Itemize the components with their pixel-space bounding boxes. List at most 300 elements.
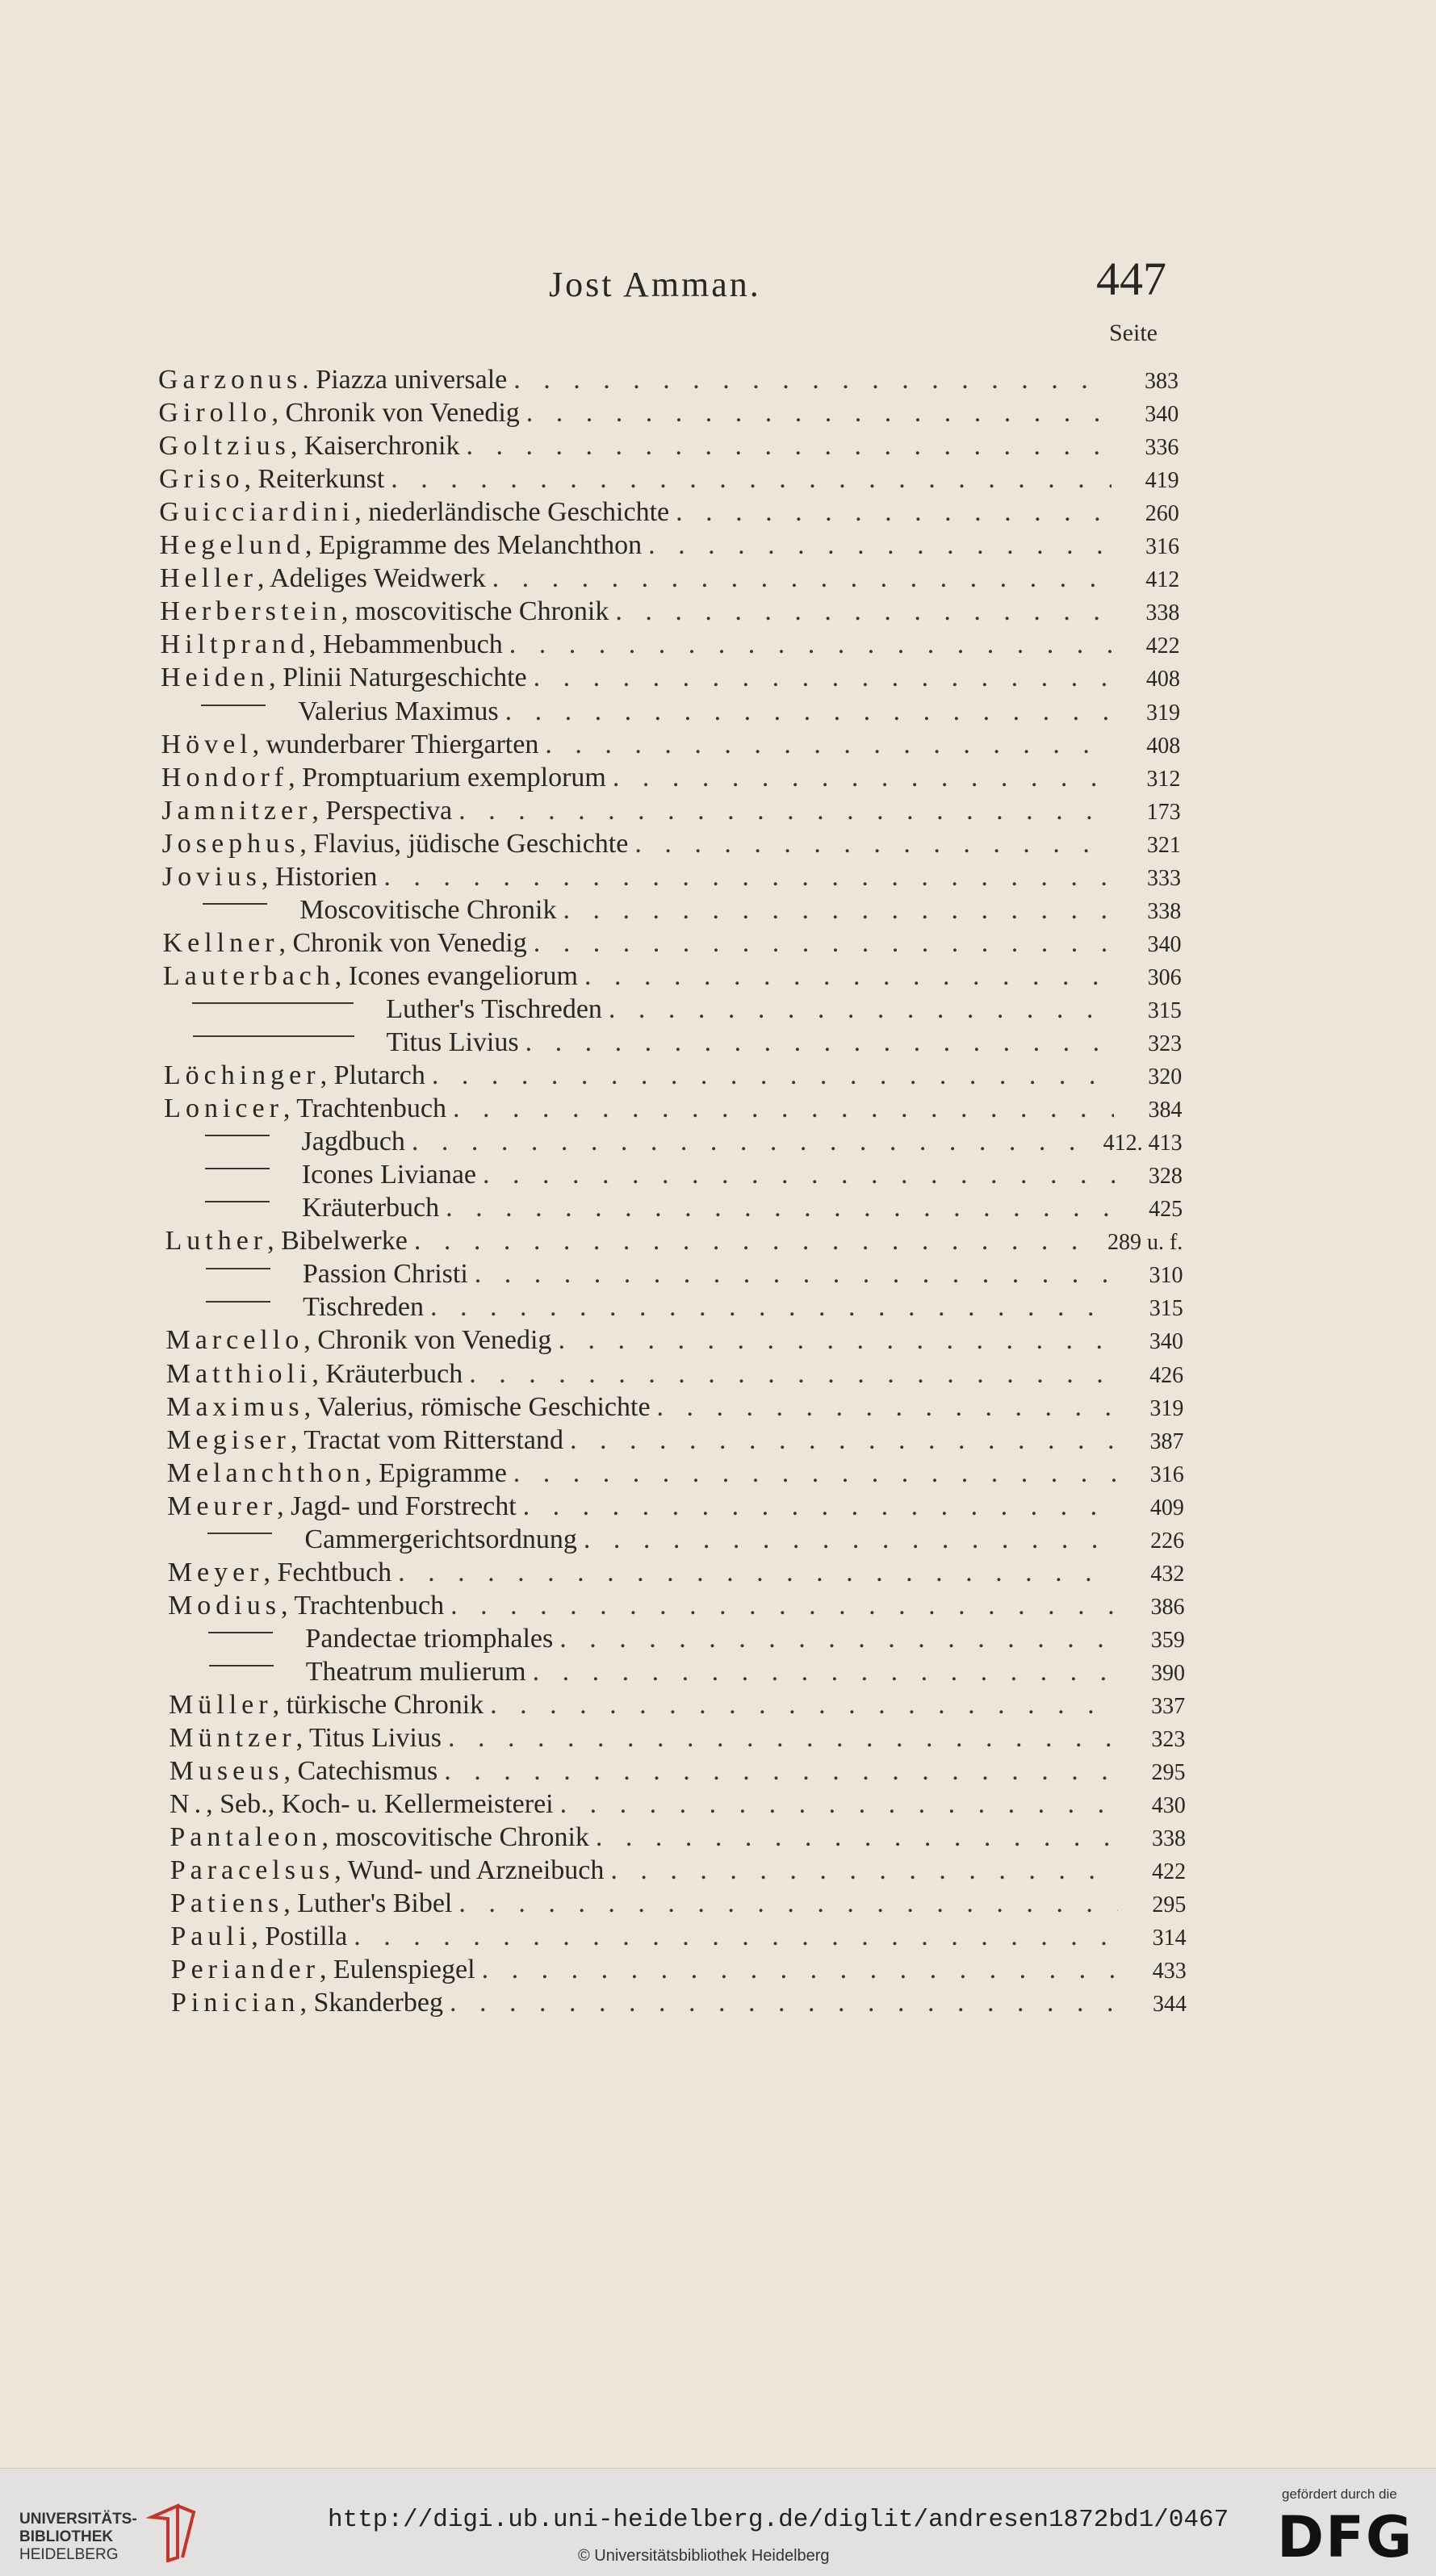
- index-entry: [170, 1756, 1186, 1790]
- author-name: Hövel: [161, 729, 253, 759]
- work-title: Luther's Tischreden: [386, 993, 602, 1024]
- leader-dots: [545, 730, 1112, 760]
- entry-page-number: 295: [1151, 1760, 1186, 1786]
- author-name: Hegelund: [159, 530, 305, 561]
- entry-page-number: 340: [1149, 1329, 1183, 1355]
- author-name: Garzonus: [158, 365, 303, 395]
- entry-page-number: 408: [1145, 667, 1180, 692]
- running-title: Jost Amman.: [549, 265, 761, 304]
- work-title: , Kaiserchronik: [290, 431, 460, 462]
- leader-dots: [657, 1392, 1116, 1423]
- leader-dots: [525, 1027, 1114, 1058]
- entry-label: [169, 1657, 526, 1687]
- entry-page-number: 340: [1145, 402, 1179, 428]
- author-name: Müller: [169, 1690, 273, 1720]
- index-entry: [165, 1127, 1183, 1160]
- entry-page-number: 320: [1148, 1064, 1183, 1090]
- author-name: Marcello: [165, 1325, 304, 1356]
- index-entry: [162, 862, 1181, 896]
- entry-page-number: 340: [1147, 931, 1182, 957]
- author-name: Pauli: [170, 1922, 252, 1952]
- work-title: , wunderbarer Thiergarten: [252, 729, 539, 759]
- work-title: , Tractat vom Ritterstand: [290, 1424, 563, 1455]
- leader-dots: [430, 1292, 1116, 1323]
- work-title: , Trachtenbuch: [281, 1590, 445, 1620]
- entry-page-number: 412. 413: [1103, 1131, 1183, 1156]
- dfg-logo: DFG: [1277, 2504, 1414, 2570]
- work-title: , moscovitische Chronik: [341, 596, 609, 627]
- ditto-dash: [205, 1168, 270, 1169]
- leader-dots: [412, 1127, 1097, 1157]
- entry-page-number: 432: [1150, 1561, 1185, 1587]
- leader-dots: [559, 1624, 1117, 1654]
- entry-label: [167, 1491, 517, 1522]
- work-title: . Piazza universale: [302, 365, 508, 395]
- leader-dots: [505, 696, 1112, 727]
- leader-dots: [492, 563, 1112, 594]
- work-title: , moscovitische Chronik: [321, 1822, 589, 1853]
- work-title: , Chronik von Venedig: [278, 927, 527, 958]
- work-title: , Chronik von Venedig: [271, 398, 520, 429]
- ditto-dash: [207, 1533, 272, 1534]
- work-title: , Catechismus: [283, 1756, 438, 1787]
- index-entry: [161, 696, 1180, 730]
- index-entry: [166, 1425, 1183, 1459]
- page-number: 447: [1096, 253, 1166, 305]
- entry-label: [159, 464, 384, 495]
- entry-page-number: 321: [1146, 832, 1181, 858]
- funded-by-text: gefördert durch die: [1282, 2486, 1397, 2502]
- author-name: Jovius: [161, 861, 262, 892]
- leader-dots: [469, 1359, 1116, 1390]
- work-title: , Promptuarium exemplorum: [288, 762, 606, 792]
- leader-dots: [534, 663, 1112, 693]
- author-name: Periander: [170, 1955, 320, 1985]
- entry-label: [165, 1127, 405, 1157]
- index-entry: [170, 1822, 1186, 1856]
- ditto-dash: [193, 1035, 354, 1037]
- author-name: Maximus: [166, 1391, 304, 1422]
- work-title: , Luther's Bibel: [283, 1888, 453, 1919]
- index-entry: [162, 895, 1181, 929]
- entry-page-number: 359: [1150, 1627, 1185, 1653]
- index-entry: [165, 1193, 1183, 1227]
- leader-dots: [584, 1524, 1116, 1555]
- entry-page-number: 422: [1145, 634, 1180, 659]
- entry-page-number: 323: [1151, 1727, 1186, 1753]
- author-name: Löchinger: [163, 1060, 320, 1091]
- work-title: , Icones evangeliorum: [334, 960, 578, 991]
- entry-label: [165, 1325, 551, 1356]
- index-entry: [167, 1524, 1184, 1558]
- entry-label: [168, 1624, 553, 1654]
- work-title: , Perspectiva: [312, 795, 453, 826]
- library-line-2: BIBLIOTHEK: [19, 2528, 114, 2545]
- leader-dots: [613, 763, 1113, 793]
- entry-label: [170, 1789, 554, 1820]
- entry-page-number: 409: [1149, 1495, 1184, 1520]
- entry-page-number: 419: [1145, 468, 1179, 494]
- ditto-dash: [205, 1201, 270, 1202]
- index-entry: [170, 1888, 1186, 1922]
- index-entry: [165, 1160, 1183, 1194]
- entry-page-number: 289 u. f.: [1107, 1230, 1183, 1256]
- entry-label: [162, 862, 377, 893]
- leader-dots: [523, 1491, 1116, 1522]
- entry-label: [166, 1425, 563, 1456]
- entry-label: [160, 530, 643, 561]
- author-name: Luther: [165, 1226, 268, 1257]
- ditto-dash: [206, 1301, 270, 1303]
- work-title: , Epigramme des Melanchthon: [304, 530, 643, 561]
- leader-dots: [398, 1558, 1116, 1588]
- work-title: Theatrum mulierum: [305, 1656, 526, 1687]
- author-name: Hiltprand: [160, 629, 309, 660]
- index-entry: [165, 1292, 1183, 1326]
- leader-dots: [482, 1955, 1119, 1985]
- author-name: Modius: [168, 1590, 281, 1620]
- index-entry: [161, 629, 1180, 663]
- entry-label: [164, 1060, 425, 1091]
- index-entry: [164, 1060, 1182, 1094]
- work-title: , niederländische Geschichte: [354, 497, 670, 528]
- author-name: Heiden: [160, 663, 270, 693]
- author-name: Matthioli: [165, 1358, 312, 1389]
- author-name: Megiser: [166, 1424, 291, 1455]
- author-name: Jamnitzer: [161, 795, 312, 826]
- work-title: Valerius Maximus: [298, 696, 499, 726]
- entry-label: [170, 1922, 347, 1952]
- index-entry: [159, 431, 1179, 465]
- ditto-dash: [208, 1632, 273, 1633]
- leader-dots: [676, 497, 1112, 528]
- author-name: Heller: [159, 563, 257, 594]
- author-name: Meurer: [167, 1491, 278, 1521]
- index-entry: [165, 1325, 1183, 1359]
- entry-label: [161, 696, 498, 727]
- entry-label: [167, 1458, 507, 1489]
- leader-dots: [513, 365, 1111, 395]
- author-name: Josephus: [161, 828, 300, 859]
- work-title: , Jagd- und Forstrecht: [277, 1491, 517, 1521]
- work-title: , Seb., Koch- u. Kellermeisterei: [206, 1789, 554, 1820]
- work-title: , Valerius, römische Geschichte: [304, 1391, 651, 1422]
- author-name: Goltzius: [158, 431, 291, 462]
- index-entry: [170, 1789, 1186, 1823]
- entry-label: [170, 1822, 589, 1853]
- entry-label: [169, 1723, 442, 1754]
- index-entry: [167, 1491, 1184, 1525]
- work-title: , Kräuterbuch: [312, 1358, 463, 1389]
- index-entry: [168, 1591, 1184, 1625]
- entry-label: [170, 1756, 438, 1787]
- index-entry: [162, 829, 1181, 863]
- library-mark-icon: [145, 2501, 200, 2562]
- index-entry: [163, 961, 1182, 995]
- entry-page-number: 319: [1149, 1395, 1184, 1421]
- entry-label: [161, 796, 452, 826]
- leader-dots: [446, 1193, 1115, 1223]
- index-entry: [161, 730, 1181, 763]
- entry-label: [168, 1558, 391, 1588]
- entry-label: [160, 596, 609, 627]
- leader-dots: [563, 895, 1113, 926]
- index-entry: [165, 1226, 1183, 1260]
- entry-page-number: 316: [1149, 1462, 1184, 1487]
- entry-label: [164, 1094, 446, 1124]
- leader-dots: [513, 1458, 1116, 1489]
- index-entry: [171, 1955, 1187, 1988]
- leader-dots: [475, 1259, 1116, 1290]
- work-title: Icones Livianae: [301, 1160, 476, 1190]
- index-entry: [158, 365, 1179, 399]
- index-entry: [165, 1259, 1183, 1293]
- leader-dots: [391, 464, 1111, 495]
- library-line-1: UNIVERSITÄTS-: [19, 2511, 137, 2528]
- entry-label: [158, 398, 519, 429]
- leader-dots: [458, 1888, 1118, 1919]
- entry-page-number: 312: [1146, 766, 1181, 792]
- author-name: Herberstein: [160, 596, 341, 627]
- leader-dots: [432, 1060, 1114, 1091]
- entry-label: [161, 663, 527, 693]
- index-entry: [166, 1359, 1183, 1393]
- entry-page-number: 426: [1149, 1362, 1184, 1388]
- leader-dots: [560, 1789, 1118, 1820]
- leader-dots: [609, 994, 1114, 1025]
- entry-page-number: 338: [1151, 1826, 1186, 1852]
- entry-page-number: 433: [1152, 1959, 1187, 1984]
- work-title: , Chronik von Venedig: [304, 1325, 552, 1356]
- ditto-dash: [192, 1002, 354, 1004]
- author-name: Müntzer: [169, 1723, 296, 1754]
- entry-page-number: 387: [1149, 1428, 1184, 1454]
- author-name: Guicciardini: [159, 497, 355, 528]
- entry-page-number: 295: [1152, 1892, 1187, 1918]
- index-entry: [161, 663, 1180, 696]
- entry-page-number: 226: [1150, 1528, 1185, 1554]
- entry-page-number: 260: [1145, 501, 1179, 527]
- entry-page-number: 336: [1145, 435, 1179, 461]
- work-title: , Adeliges Weidwerk: [257, 563, 486, 594]
- ditto-dash: [203, 903, 267, 905]
- index-entry: [160, 596, 1179, 630]
- work-title: Jagdbuch: [301, 1127, 405, 1157]
- work-title: , Postilla: [251, 1922, 348, 1952]
- author-name: Kellner: [162, 927, 279, 958]
- entry-page-number: 386: [1150, 1594, 1185, 1620]
- entry-page-number: 408: [1146, 733, 1181, 759]
- library-logo: [19, 2511, 137, 2564]
- entry-label: [162, 829, 629, 859]
- index-entry: [170, 1855, 1186, 1889]
- entry-page-number: 337: [1151, 1694, 1186, 1719]
- footer-bar: [0, 2468, 1436, 2576]
- seite-label: Seite: [1109, 320, 1158, 346]
- author-name: N.: [170, 1789, 207, 1820]
- index-entry: [167, 1458, 1184, 1492]
- work-title: , Trachtenbuch: [283, 1094, 446, 1124]
- work-title: , Eulenspiegel: [319, 1955, 475, 1985]
- leader-dots: [450, 1988, 1119, 2018]
- library-line-3: HEIDELBERG: [19, 2546, 119, 2563]
- index-entry: [161, 763, 1181, 797]
- author-name: Patiens: [170, 1888, 284, 1919]
- leader-dots: [533, 1657, 1117, 1687]
- leader-dots: [509, 629, 1112, 660]
- ditto-dash: [209, 1665, 274, 1666]
- entry-label: [161, 629, 503, 660]
- index-entry: [164, 1094, 1182, 1127]
- entry-page-number: 422: [1152, 1859, 1187, 1885]
- author-name: Pantaleon: [170, 1822, 322, 1853]
- work-title: Titus Livius: [386, 1027, 519, 1057]
- ditto-dash: [206, 1268, 270, 1269]
- entry-page-number: 319: [1146, 700, 1181, 726]
- work-title: , Reiterkunst: [244, 464, 385, 495]
- entry-page-number: 383: [1145, 369, 1179, 394]
- index-entry: [160, 563, 1179, 597]
- index-entry: [163, 994, 1182, 1028]
- author-name: Meyer: [167, 1557, 264, 1587]
- entry-page-number: 310: [1149, 1263, 1183, 1289]
- entry-label: [161, 763, 606, 793]
- entry-label: [164, 1027, 519, 1058]
- entry-label: [159, 497, 669, 528]
- entry-label: [165, 1193, 439, 1223]
- entry-page-number: 333: [1147, 865, 1182, 891]
- work-title: Kräuterbuch: [302, 1193, 440, 1223]
- leader-dots: [450, 1591, 1116, 1621]
- entry-page-number: 384: [1148, 1098, 1183, 1123]
- work-title: , Epigramme: [365, 1457, 507, 1488]
- work-title: , Historien: [261, 861, 378, 892]
- entry-label: [163, 928, 527, 959]
- entry-page-number: 390: [1150, 1660, 1185, 1686]
- leader-dots: [483, 1160, 1115, 1190]
- index-entry: [171, 1988, 1187, 2022]
- entry-label: [166, 1359, 463, 1390]
- work-title: , Titus Livius: [295, 1723, 442, 1754]
- leader-dots: [414, 1226, 1101, 1257]
- index-entry: [169, 1723, 1185, 1757]
- leader-dots: [648, 530, 1112, 561]
- index-entry: [158, 398, 1179, 432]
- leader-dots: [596, 1822, 1118, 1853]
- work-title: , Bibelwerke: [267, 1226, 408, 1257]
- work-title: , Wund- und Arzneibuch: [334, 1855, 605, 1886]
- entry-label: [162, 895, 556, 926]
- ditto-dash: [205, 1135, 270, 1136]
- work-title: , Plinii Naturgeschichte: [269, 663, 527, 693]
- entry-page-number: 316: [1145, 534, 1179, 560]
- index-entry: [169, 1690, 1185, 1724]
- entry-label: [161, 730, 539, 760]
- index-entry: [168, 1624, 1184, 1658]
- source-url-link[interactable]: http://digi.ub.uni-heidelberg.de/diglit/andresen1872bd1/0467: [328, 2506, 1229, 2534]
- work-title: Passion Christi: [302, 1259, 468, 1290]
- entry-page-number: 328: [1148, 1164, 1183, 1190]
- entry-page-number: 425: [1149, 1197, 1183, 1223]
- author-name: Griso: [158, 464, 245, 495]
- entry-label: [170, 1855, 605, 1886]
- index-entry: [168, 1558, 1185, 1591]
- leader-dots: [448, 1723, 1117, 1754]
- work-title: , türkische Chronik: [272, 1690, 484, 1720]
- entry-label: [158, 365, 507, 395]
- entry-page-number: 315: [1149, 1296, 1183, 1322]
- author-name: Museus: [169, 1756, 284, 1787]
- index-entry: [159, 464, 1179, 498]
- leader-dots: [570, 1425, 1116, 1456]
- work-title: Tischreden: [303, 1292, 424, 1323]
- index-entry: [164, 1027, 1183, 1061]
- author-name: Hondorf: [161, 762, 289, 792]
- entry-label: [160, 563, 486, 594]
- index-entry: [160, 530, 1179, 564]
- leader-dots: [458, 796, 1113, 826]
- entry-label: [165, 1226, 407, 1257]
- entry-page-number: 306: [1147, 964, 1182, 990]
- entry-page-number: 412: [1145, 567, 1180, 593]
- author-name: Lauterbach: [162, 960, 335, 991]
- entry-label: [159, 431, 460, 462]
- leader-dots: [453, 1094, 1114, 1124]
- leader-dots: [526, 398, 1111, 429]
- entry-label: [169, 1690, 484, 1721]
- entry-label: [171, 1955, 475, 1985]
- entry-label: [171, 1988, 443, 2018]
- index-entry: [159, 497, 1179, 531]
- entry-label: [163, 994, 602, 1025]
- entry-page-number: 173: [1146, 799, 1181, 825]
- work-title: , Hebammenbuch: [308, 629, 503, 660]
- entry-label: [165, 1259, 468, 1290]
- index-entry: [166, 1392, 1183, 1426]
- index-entry: [161, 796, 1180, 830]
- leader-dots: [615, 596, 1112, 627]
- entry-page-number: 430: [1151, 1793, 1186, 1819]
- entry-page-number: 323: [1148, 1031, 1183, 1056]
- entry-label: [163, 961, 578, 992]
- entry-page-number: 344: [1153, 1992, 1187, 2018]
- leader-dots: [584, 961, 1114, 992]
- author-name: Girollo: [158, 398, 272, 429]
- leader-dots: [354, 1922, 1118, 1952]
- author-name: Pinician: [171, 1988, 300, 2018]
- leader-dots: [610, 1855, 1118, 1886]
- index-entry: [170, 1922, 1186, 1955]
- index-entry: [169, 1657, 1185, 1691]
- work-title: , Flavius, jüdische Geschichte: [299, 828, 629, 859]
- work-title: , Plutarch: [320, 1060, 425, 1091]
- author-name: Paracelsus: [170, 1855, 335, 1886]
- entry-label: [167, 1524, 576, 1555]
- entry-page-number: 315: [1147, 997, 1182, 1023]
- entry-page-number: 338: [1147, 898, 1182, 924]
- entry-label: [165, 1292, 424, 1323]
- work-title: , Fechtbuch: [263, 1557, 392, 1587]
- index-entry: [163, 928, 1182, 962]
- leader-dots: [490, 1690, 1117, 1721]
- work-title: Cammergerichtsordnung: [304, 1524, 577, 1554]
- leader-dots: [466, 431, 1111, 462]
- work-title: Pandectae triomphales: [305, 1623, 554, 1654]
- leader-dots: [634, 829, 1113, 859]
- leader-dots: [558, 1325, 1115, 1356]
- leader-dots: [534, 928, 1114, 959]
- entry-page-number: 338: [1145, 600, 1180, 626]
